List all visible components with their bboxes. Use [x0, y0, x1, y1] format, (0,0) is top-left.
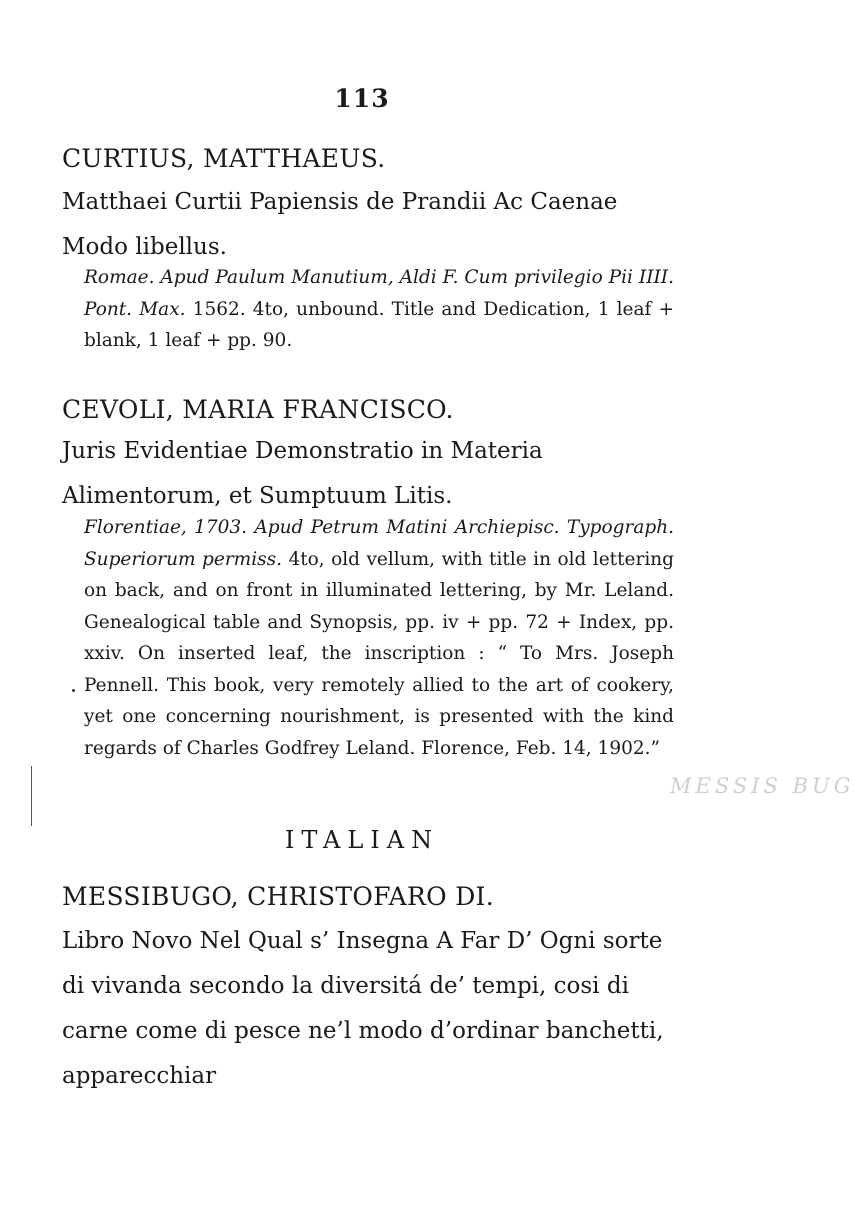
entry-imprint-cevoli — [84, 512, 674, 764]
marginal-stamp: MESSIS BUG — [670, 774, 855, 798]
imprint-details: 4to, old vellum, with title in old lettering on back, and on front in illuminated lettering, by Mr. Leland. Genealogical table and Synopsis, pp. iv + pp. 72 + Index, pp. xxiv. On inserted leaf, the inscription : “ To Mrs. Joseph Pennell. This book, very remotely allied to the art of cookery, yet one concerning nourishment, is presented with the kind regards of Charles Godfrey Leland. Florence, Feb. 14, 1902.” — [84, 548, 674, 759]
imprint-details: 1562. 4to, unbound. Title and Dedication, 1 leaf + blank, 1 leaf + pp. 90. — [84, 298, 675, 351]
page-number: 113 — [334, 84, 390, 113]
entry-imprint-curtius — [84, 262, 674, 357]
entry-title-cevoli: Juris Evidentiae Demonstratio in Materia Alimentorum, et Sumptuum Litis. — [62, 438, 543, 509]
margin-line — [31, 766, 32, 826]
entry-title-messibugo: Libro Novo Nel Qual s’ Insegna A Far D’ Ogni sorte di vivanda secondo la diversitá de’ tempi, cosi di carne come di pesce ne’l modo d’ordinar banchetti, apparecchiar — [62, 928, 664, 1089]
entry-heading-curtius: CURTIUS, MATTHAEUS. — [62, 144, 386, 173]
entry-heading-cevoli: CEVOLI, MARIA FRANCISCO. — [62, 395, 454, 424]
imprint-place: Florentiae, 1703. Apud Petrum Matini Archiepisc. Typograph. Superiorum permiss. — [84, 517, 674, 570]
entry-heading-messibugo: MESSIBUGO, CHRISTOFARO DI. — [62, 882, 494, 911]
imprint-place: Romae. Apud Paulum Manutium, Aldi F. Cum privilegio Pii IIII. Pont. Max. — [84, 267, 674, 320]
ink-dot — [72, 689, 75, 692]
entry-title-curtius: Matthaei Curtii Papiensis de Prandii Ac Caenae Modo libellus. — [62, 189, 618, 260]
section-heading-italian: ITALIAN — [284, 826, 440, 854]
